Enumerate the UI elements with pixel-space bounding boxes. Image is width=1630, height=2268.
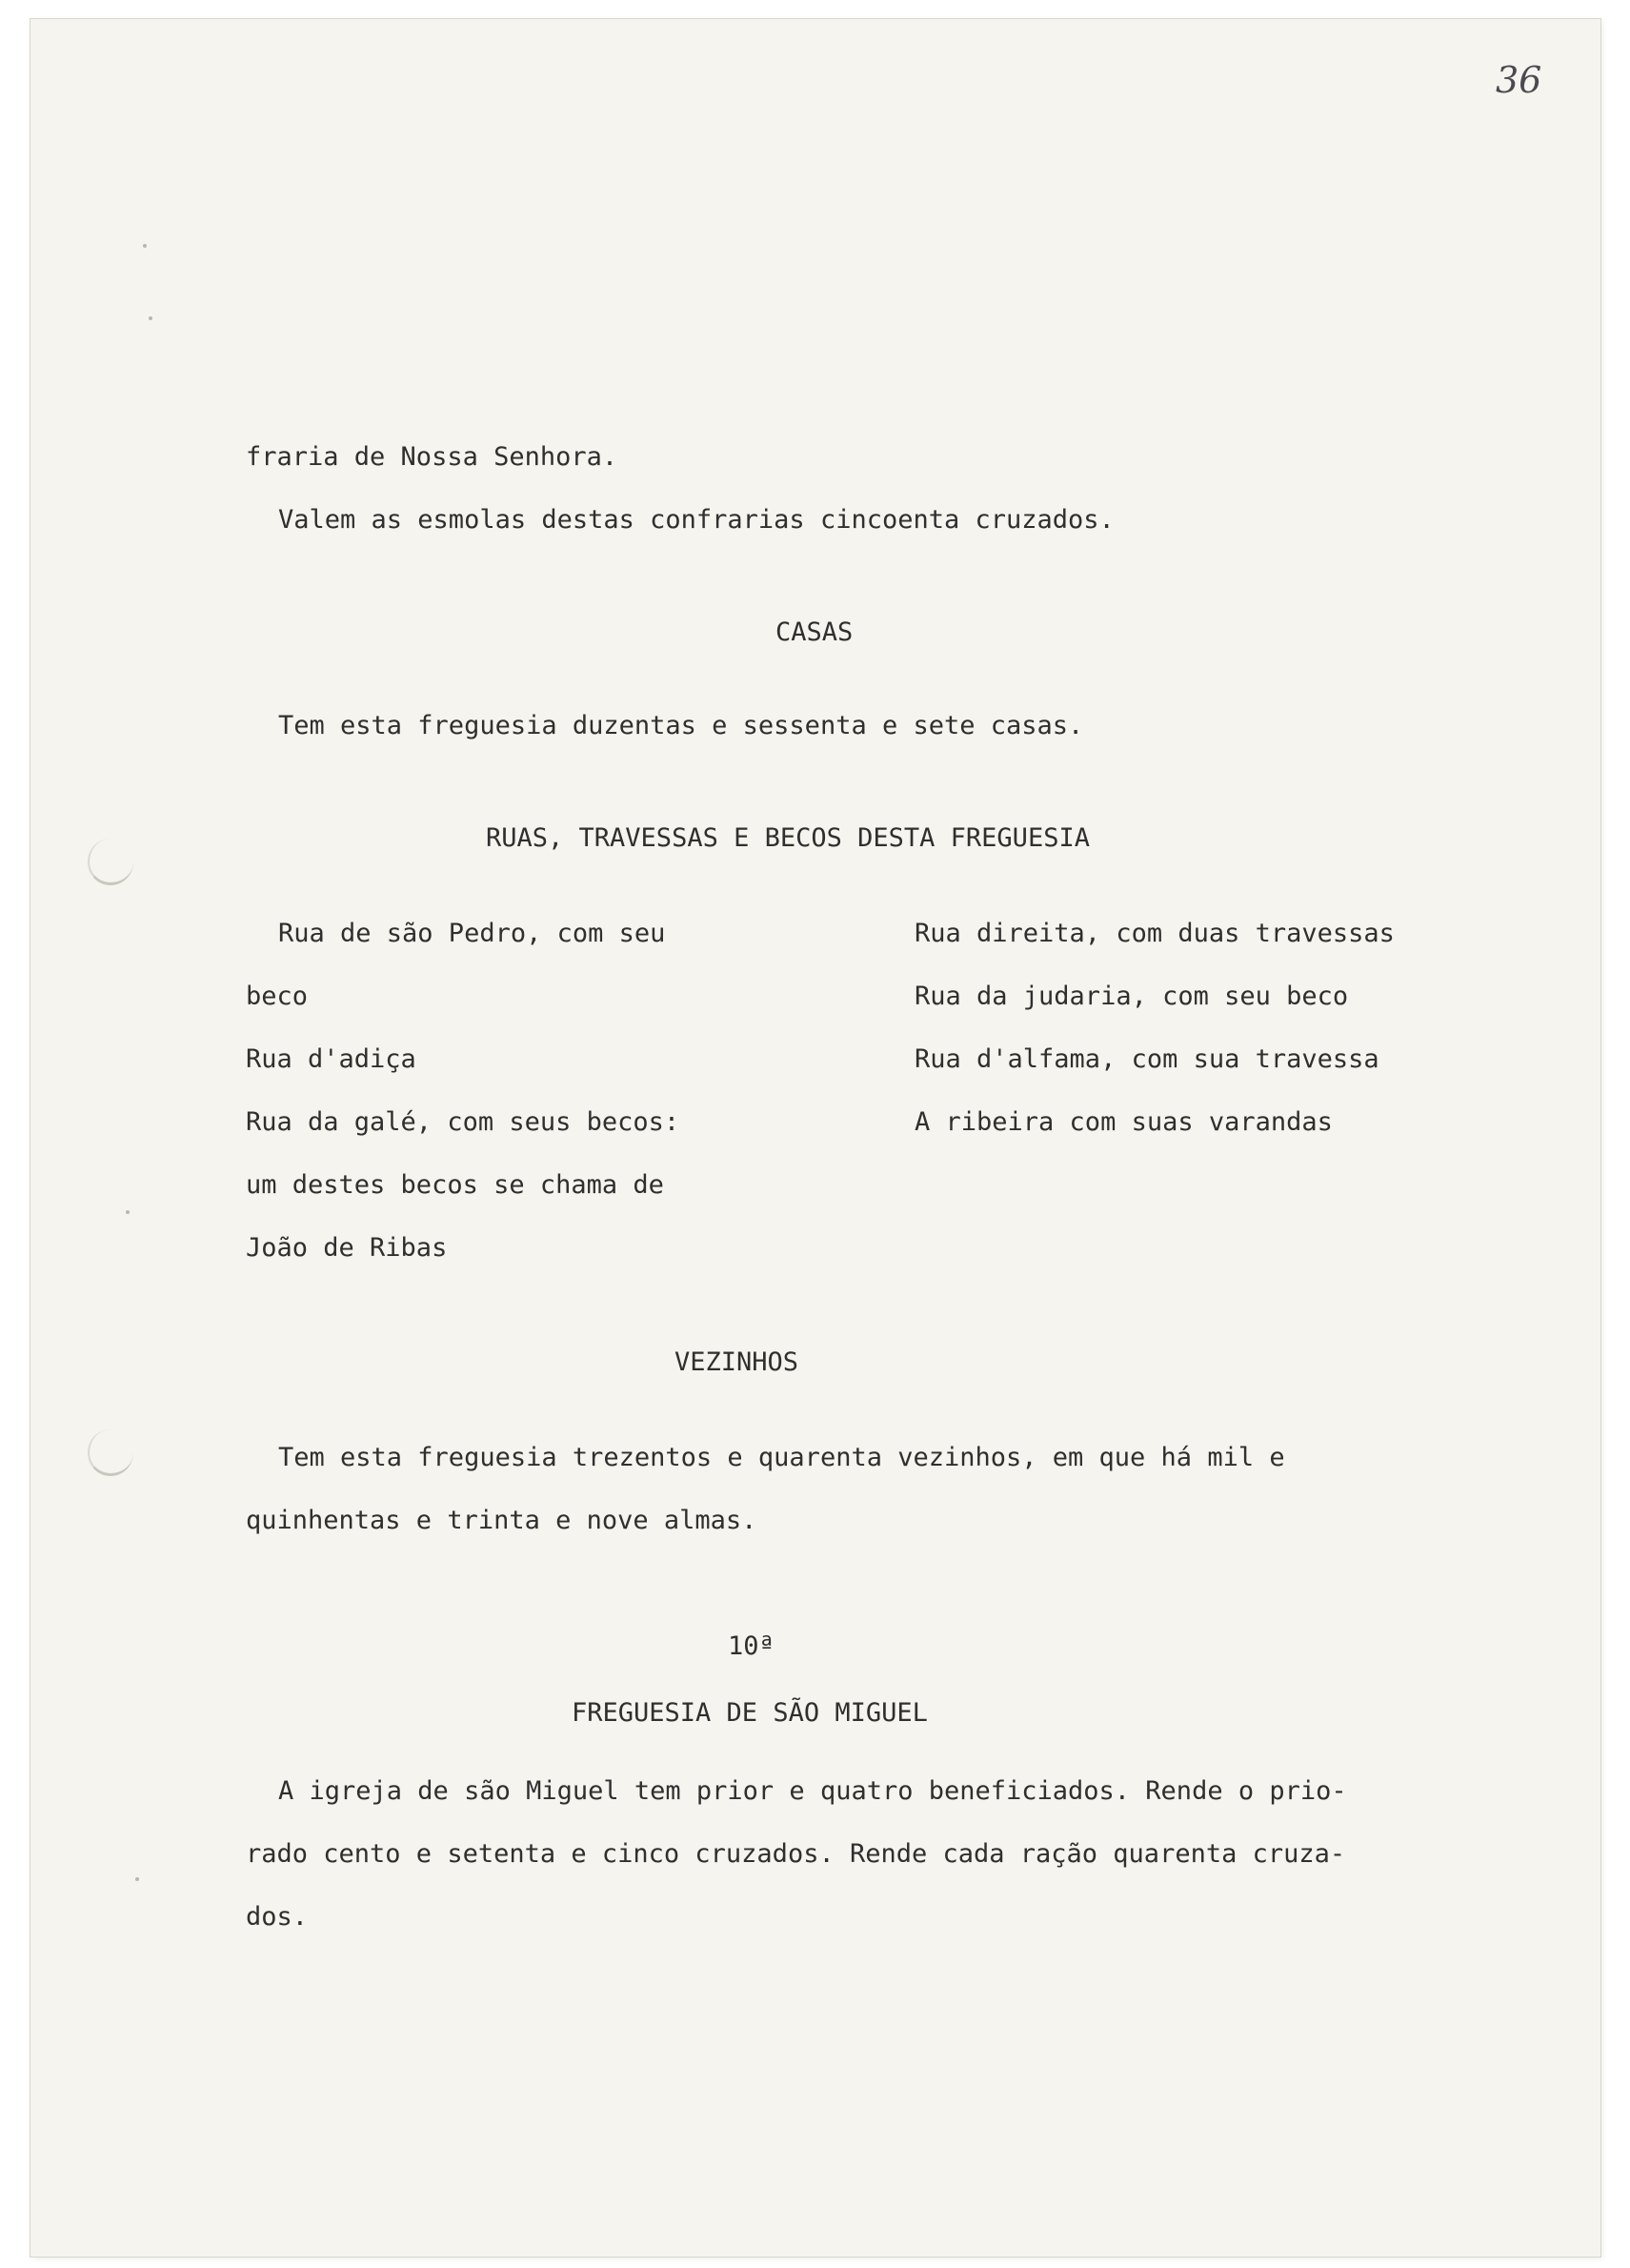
speck: [126, 1210, 130, 1214]
street-item: um destes becos se chama de: [246, 1170, 664, 1200]
section-heading-casas: CASAS: [775, 618, 854, 647]
text-line: dos.: [246, 1902, 309, 1932]
speck: [143, 244, 147, 248]
street-item: Rua da judaria, com seu beco: [915, 982, 1349, 1011]
text-line: rado cento e setenta e cinco cruzados. Rende cada ração quarenta cruza-: [246, 1839, 1346, 1869]
text-line: A igreja de são Miguel tem prior e quatro beneficiados. Rende o prio-: [278, 1776, 1347, 1806]
binder-hole-bottom: [88, 1429, 133, 1476]
text-line: Tem esta freguesia trezentos e quarenta vezinhos, em que há mil e: [278, 1443, 1285, 1472]
text-line: Tem esta freguesia duzentas e sessenta e sete casas.: [278, 711, 1084, 740]
street-item: Rua da galé, com seus becos:: [246, 1107, 680, 1137]
speck: [149, 316, 152, 320]
text-line: fraria de Nossa Senhora.: [246, 442, 618, 472]
binder-hole-top: [88, 839, 133, 885]
speck: [135, 1877, 139, 1881]
street-item: Rua d'adiça: [246, 1044, 416, 1074]
section-heading-ruas: RUAS, TRAVESSAS E BECOS DESTA FREGUESIA: [486, 823, 1090, 853]
text-line: quinhentas e trinta e nove almas.: [246, 1506, 757, 1535]
section-heading-vezinhos: VEZINHOS: [674, 1347, 799, 1377]
text-line: Valem as esmolas destas confrarias cincoenta cruzados.: [278, 505, 1115, 535]
page-number: 36: [1496, 59, 1542, 101]
street-item: Rua d'alfama, com sua travessa: [915, 1044, 1379, 1074]
section-heading-sao-miguel: FREGUESIA DE SÃO MIGUEL: [572, 1698, 928, 1728]
street-item: Rua direita, com duas travessas: [915, 919, 1395, 948]
street-item: beco: [246, 982, 309, 1011]
street-item: A ribeira com suas varandas: [915, 1107, 1333, 1137]
street-item: João de Ribas: [246, 1233, 448, 1263]
section-number: 10ª: [728, 1631, 775, 1661]
street-item: Rua de são Pedro, com seu: [278, 919, 666, 948]
